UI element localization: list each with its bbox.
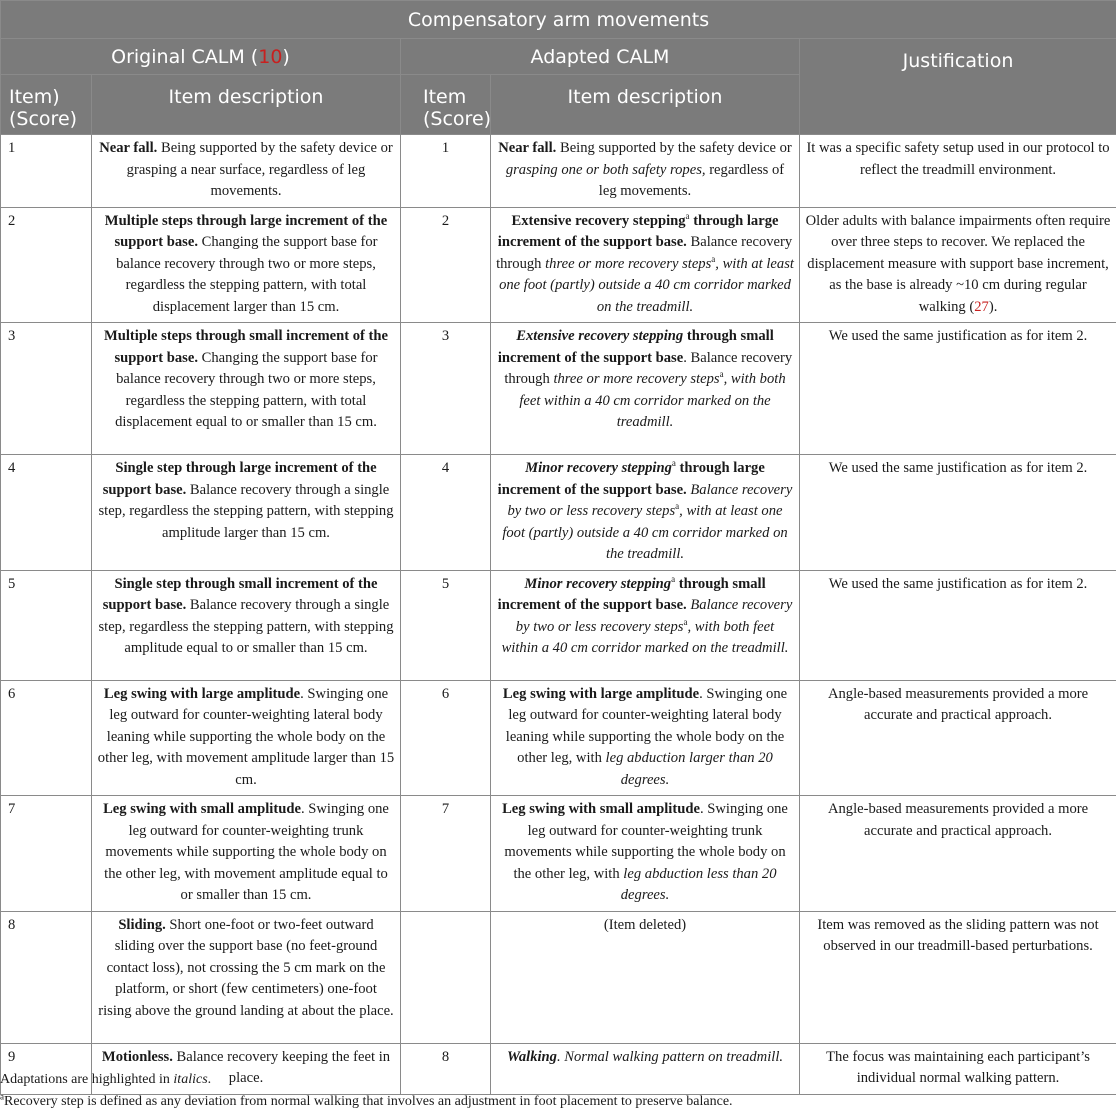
- table-caption: Compensatory arm movements: [1, 1, 1116, 39]
- orig-item-number: 1: [1, 135, 92, 208]
- table-row: [1, 207, 1116, 323]
- justification-cell: We used the same justification as for item 2.: [800, 455, 1116, 571]
- footnote-italics: Adaptations are highlighted in italics.: [0, 1072, 212, 1087]
- adapt-item-number: 7: [401, 796, 491, 912]
- orig-item-number: 3: [1, 323, 92, 455]
- adapt-item-number: [401, 911, 491, 1043]
- original-calm-header: Original CALM (10): [1, 39, 401, 75]
- adapt-item-description: Leg swing with small amplitude. Swinging one leg outward for counter-weighting trunk movements while supporting the whole body on the other leg, with leg abduction less than 20 degrees.: [491, 796, 800, 912]
- justification-cell: Older adults with balance impairments often require over three steps to recover. We replaced the displacement measure with support base increment, as the base is already ~10 cm during regular walking (27).: [800, 207, 1116, 323]
- adapt-item-number: 5: [401, 570, 491, 680]
- justification-cell: We used the same justification as for item 2.: [800, 570, 1116, 680]
- orig-item-description: Near fall. Being supported by the safety device or grasping a near surface, regardless of leg movements.: [92, 135, 401, 208]
- adapt-item-number: 6: [401, 680, 491, 796]
- orig-item-number: 6: [1, 680, 92, 796]
- adapt-item-number: 2: [401, 207, 491, 323]
- adapt-item-description: (Item deleted): [491, 911, 800, 1043]
- adapt-item-description: Walking. Normal walking pattern on treadmill.: [491, 1043, 800, 1094]
- orig-item-number: 4: [1, 455, 92, 571]
- footnote-recovery-step: $^a$Recovery step is defined as any deviation from normal walking that involves an adjustment in foot placement to preserve balance.: [0, 1091, 733, 1109]
- table-row: [1, 570, 1116, 680]
- adapt-item-description: Near fall. Being supported by the safety device or grasping one or both safety ropes, regardless of leg movements.: [491, 135, 800, 208]
- adapt-item-score-header: Item (Score): [401, 75, 491, 135]
- orig-item-description: Multiple steps through small increment of the support base. Changing the support base for balance recovery through two or more steps, regardless the stepping pattern, with total displacement equal to or smaller than 15 cm.: [92, 323, 401, 455]
- orig-item-number: 9: [1, 1043, 92, 1094]
- orig-item-description: Leg swing with large amplitude. Swinging one leg outward for counter-weighting lateral body leaning while supporting the whole body on the other leg, with movement amplitude larger than 15 cm.: [92, 680, 401, 796]
- adapt-item-description: Minor recovery stepping$^a$ through large increment of the support base. Balance recovery by two or less recovery steps$^a$, with at least one foot (partly) outside a 40 cm corridor marked on the treadmill.: [491, 455, 800, 571]
- adapt-item-number: 1: [401, 135, 491, 208]
- table-row: [1, 796, 1116, 912]
- justification-cell: Item was removed as the sliding pattern was not observed in our treadmill-based perturbations.: [800, 911, 1116, 1043]
- table-row: [1, 323, 1116, 455]
- orig-item-description: Single step through large increment of the support base. Balance recovery through a single step, regardless the stepping pattern, with stepping amplitude larger than 15 cm.: [92, 455, 401, 571]
- justification-cell: Angle-based measurements provided a more accurate and practical approach.: [800, 796, 1116, 912]
- justification-header: Justification: [800, 39, 1116, 135]
- orig-item-description: Multiple steps through large increment of the support base. Changing the support base for balance recovery through two or more steps, regardless the stepping pattern, with total displacement larger than 15 cm.: [92, 207, 401, 323]
- adapt-item-description: Extensive recovery stepping$^a$ through large increment of the support base. Balance recovery through three or more recovery steps$^a$, with at least one foot (partly) outside a 40 cm corridor marked on the treadmill.: [491, 207, 800, 323]
- table-row: [1, 680, 1116, 796]
- adapt-item-description: Leg swing with large amplitude. Swinging one leg outward for counter-weighting lateral body leaning while supporting the whole body on the other leg, with leg abduction larger than 20 degrees.: [491, 680, 800, 796]
- orig-item-description: Sliding. Short one-foot or two-feet outward sliding over the support base (no feet-ground contact loss), not crossing the 5 cm mark on the platform, or short (few centimeters) one-foot rising above the ground landing at about the place.: [92, 911, 401, 1043]
- orig-item-description-header: Item description: [92, 75, 401, 135]
- table-row: [1, 455, 1116, 571]
- adapt-item-description-header: Item description: [491, 75, 800, 135]
- table-footnotes: [0, 1069, 1116, 1113]
- orig-item-number: 2: [1, 207, 92, 323]
- orig-item-description: Leg swing with small amplitude. Swinging one leg outward for counter-weighting trunk movements while supporting the whole body on the other leg, with movement amplitude equal to or smaller than 15 cm.: [92, 796, 401, 912]
- orig-item-number: 5: [1, 570, 92, 680]
- orig-item-score-header: Item) (Score): [1, 75, 92, 135]
- justification-cell: It was a specific safety setup used in our protocol to reflect the treadmill environment.: [800, 135, 1116, 208]
- reference-link[interactable]: 10: [258, 45, 283, 68]
- adapted-calm-header: Adapted CALM: [401, 39, 800, 75]
- table-row: [1, 135, 1116, 208]
- orig-item-description: Motionless. Balance recovery keeping the feet in place.: [92, 1043, 401, 1094]
- adapt-item-description: Minor recovery stepping$^a$ through small increment of the support base. Balance recovery by two or less recovery steps$^a$, with both feet within a 40 cm corridor marked on the treadmill.: [491, 570, 800, 680]
- adapt-item-description: Extensive recovery stepping through small increment of the support base. Balance recovery through three or more recovery steps$^a$, with both feet within a 40 cm corridor marked on the treadmill.: [491, 323, 800, 455]
- reference-link[interactable]: 27: [974, 298, 989, 315]
- adapt-item-number: 4: [401, 455, 491, 571]
- adapt-item-number: 3: [401, 323, 491, 455]
- justification-cell: We used the same justification as for item 2.: [800, 323, 1116, 455]
- adapt-item-number: 8: [401, 1043, 491, 1094]
- table-row: [1, 911, 1116, 1043]
- orig-item-description: Single step through small increment of the support base. Balance recovery through a single step, regardless the stepping pattern, with stepping amplitude equal to or smaller than 15 cm.: [92, 570, 401, 680]
- orig-item-number: 8: [1, 911, 92, 1043]
- justification-cell: Angle-based measurements provided a more accurate and practical approach.: [800, 680, 1116, 796]
- justification-cell: The focus was maintaining each participant’s individual normal walking pattern.: [800, 1043, 1116, 1094]
- orig-item-number: 7: [1, 796, 92, 912]
